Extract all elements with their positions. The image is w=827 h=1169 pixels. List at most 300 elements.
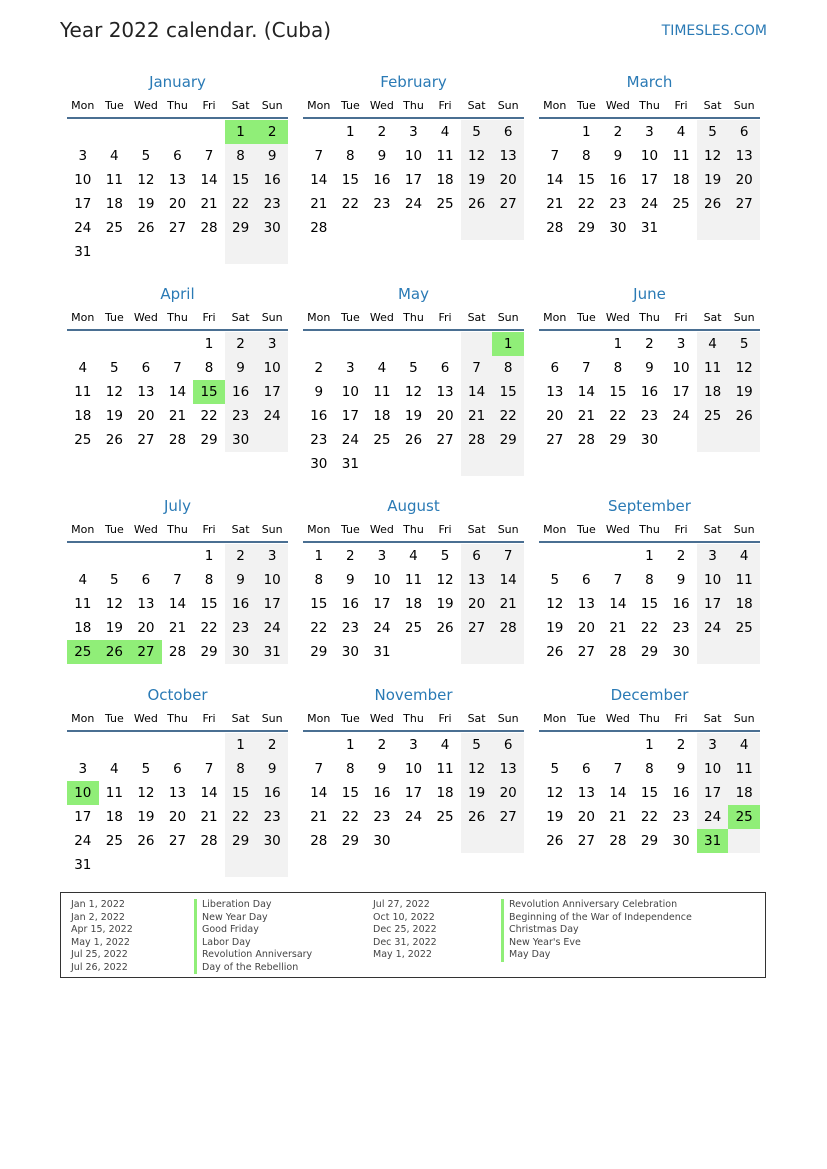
empty-cell (99, 332, 131, 356)
legend-date: Jan 1, 2022 (71, 899, 125, 910)
day-cell: 26 (99, 640, 131, 664)
weekday-label: Fri (202, 523, 216, 536)
day-cell: 26 (461, 192, 493, 216)
month-name: November (374, 686, 453, 704)
day-cell: 11 (436, 761, 454, 777)
day-cell: 5 (440, 548, 450, 564)
month-name: March (626, 73, 673, 91)
day-cell: 8 (225, 144, 257, 168)
day-cell: 24 (256, 404, 288, 428)
day-cell: 6 (141, 360, 151, 376)
day-cell: 31 (74, 244, 92, 260)
day-cell: 17 (404, 172, 423, 188)
weekday-label: Sat (703, 99, 722, 112)
month-name: August (387, 497, 440, 515)
day-cell: 21 (461, 404, 493, 428)
empty-cell (99, 853, 131, 877)
day-cell: 21 (168, 620, 187, 636)
day-cell: 13 (461, 568, 493, 592)
day-cell: 24 (341, 432, 359, 448)
day-cell: 13 (577, 596, 595, 612)
day-cell: 18 (373, 408, 391, 424)
day-cell: 21 (200, 809, 218, 825)
day-cell: 15 (492, 380, 524, 404)
day-cell: 5 (110, 360, 119, 376)
day-cell: 20 (168, 196, 187, 212)
empty-cell (99, 733, 131, 757)
day-cell: 6 (173, 148, 182, 164)
legend-holiday-name: Christmas Day (501, 924, 692, 937)
day-cell: 20 (137, 620, 155, 636)
day-cell: 19 (546, 809, 564, 825)
day-cell: 25 (105, 220, 123, 236)
day-cell: 9 (256, 144, 288, 168)
empty-cell (728, 216, 760, 240)
empty-cell (366, 216, 398, 240)
weekday-label: Mon (71, 311, 95, 324)
day-cell: 29 (200, 432, 218, 448)
day-cell: 27 (492, 192, 524, 216)
day-cell: 3 (676, 336, 686, 352)
legend-holiday-name: Liberation Day (194, 899, 312, 912)
empty-cell (335, 332, 367, 356)
day-cell: 24 (74, 833, 92, 849)
weekday-label: Mon (307, 523, 331, 536)
year-calendar-grid (67, 70, 760, 883)
legend-date: Dec 31, 2022 (373, 936, 437, 948)
day-cell: 29 (200, 644, 218, 660)
day-grid (539, 120, 760, 240)
day-cell: 2 (676, 737, 686, 753)
day-cell: 6 (582, 761, 591, 777)
day-cell: 17 (672, 384, 690, 400)
legend-date: Jan 2, 2022 (71, 911, 125, 923)
day-cell: 2 (225, 544, 257, 568)
day-cell: 11 (672, 148, 690, 164)
day-cell: 1 (346, 124, 355, 140)
day-cell: 1 (645, 548, 654, 564)
day-cell: 23 (609, 196, 627, 212)
day-grid (303, 733, 524, 853)
day-grid (67, 544, 288, 664)
day-cell: 5 (697, 120, 729, 144)
day-cell: 12 (546, 785, 564, 801)
empty-cell (429, 452, 461, 476)
month-december (539, 683, 760, 883)
weekday-label: Mon (71, 712, 95, 725)
day-cell: 5 (141, 148, 151, 164)
empty-cell (539, 332, 571, 356)
empty-cell (130, 120, 162, 144)
day-cell: 4 (728, 544, 760, 568)
day-cell: 23 (256, 805, 288, 829)
day-cell: 20 (168, 809, 187, 825)
day-cell: 8 (314, 572, 324, 588)
day-cell: 2 (346, 548, 355, 564)
day-grid (539, 332, 760, 452)
day-cell: 31 (640, 220, 659, 236)
day-cell: 17 (697, 781, 729, 805)
day-cell: 17 (74, 809, 92, 825)
empty-cell (162, 332, 194, 356)
day-cell: 24 (404, 196, 423, 212)
day-cell: 3 (78, 761, 88, 777)
day-cell: 25 (404, 620, 423, 636)
day-cell: 11 (728, 757, 760, 781)
day-cell: 28 (168, 432, 187, 448)
day-cell: 22 (225, 192, 257, 216)
weekday-label: Tue (340, 712, 360, 725)
day-cell: 1 (204, 548, 214, 564)
legend-date: Jul 25, 2022 (71, 949, 128, 960)
day-cell: 14 (577, 384, 595, 400)
day-cell: 6 (492, 120, 524, 144)
legend-names-col-2 (501, 899, 692, 962)
empty-cell (728, 640, 760, 664)
day-cell: 4 (409, 548, 418, 564)
site-link[interactable]: TIMESLES.COM (661, 23, 767, 39)
weekday-label: Mon (307, 99, 331, 112)
day-cell: 29 (310, 644, 328, 660)
legend-date: May 1, 2022 (373, 949, 432, 960)
weekday-header (303, 94, 524, 119)
day-cell: 14 (609, 596, 627, 612)
day-cell: 18 (728, 592, 760, 616)
day-cell: 18 (74, 620, 92, 636)
weekday-label: Sat (467, 712, 486, 725)
day-cell: 16 (256, 168, 288, 192)
day-cell: 13 (546, 384, 564, 400)
weekday-label: Fri (438, 99, 452, 112)
day-cell: 5 (141, 761, 151, 777)
day-cell: 27 (436, 432, 454, 448)
empty-cell (335, 216, 367, 240)
day-cell: 21 (310, 196, 328, 212)
empty-cell (571, 544, 603, 568)
day-cell: 10 (672, 360, 690, 376)
day-cell: 27 (461, 616, 493, 640)
empty-cell (539, 120, 571, 144)
day-cell: 21 (577, 408, 595, 424)
day-cell: 28 (609, 833, 627, 849)
month-june (539, 282, 760, 494)
day-cell: 22 (640, 620, 659, 636)
day-cell: 2 (256, 120, 288, 144)
day-cell: 15 (577, 172, 595, 188)
day-cell: 8 (346, 148, 355, 164)
month-february (303, 70, 524, 282)
weekday-label: Thu (167, 99, 188, 112)
day-cell: 28 (577, 432, 595, 448)
weekday-label: Tue (576, 311, 596, 324)
day-cell: 26 (728, 404, 760, 428)
day-cell: 15 (193, 380, 225, 404)
day-cell: 18 (672, 172, 690, 188)
month-name: October (147, 686, 208, 704)
empty-cell (398, 216, 430, 240)
weekday-label: Mon (543, 523, 567, 536)
empty-cell (539, 544, 571, 568)
day-cell: 18 (105, 809, 123, 825)
day-cell: 29 (640, 644, 659, 660)
day-cell: 7 (204, 761, 214, 777)
day-cell: 6 (728, 120, 760, 144)
day-cell: 16 (609, 172, 627, 188)
day-cell: 15 (640, 785, 659, 801)
empty-cell (303, 733, 335, 757)
empty-cell (461, 332, 493, 356)
legend-holiday-name: New Year's Eve (501, 937, 692, 950)
empty-cell (429, 216, 461, 240)
day-cell: 14 (200, 172, 218, 188)
day-cell: 26 (546, 833, 564, 849)
day-cell: 3 (346, 360, 355, 376)
day-cell: 25 (373, 432, 391, 448)
month-name: September (608, 497, 691, 515)
weekday-label: Wed (605, 712, 630, 725)
weekday-label: Fri (674, 311, 688, 324)
day-cell: 15 (640, 596, 659, 612)
day-cell: 13 (168, 785, 187, 801)
day-cell: 23 (373, 196, 391, 212)
day-cell: 9 (225, 568, 257, 592)
day-cell: 26 (546, 644, 564, 660)
day-cell: 27 (137, 432, 155, 448)
day-cell: 2 (314, 360, 324, 376)
empty-cell (130, 853, 162, 877)
month-name: December (610, 686, 689, 704)
day-cell: 12 (105, 384, 123, 400)
weekday-label: Tue (576, 712, 596, 725)
weekday-label: Thu (403, 712, 424, 725)
empty-cell (461, 452, 493, 476)
day-cell: 19 (436, 596, 454, 612)
day-cell: 14 (168, 596, 187, 612)
day-cell: 30 (672, 644, 690, 660)
day-cell: 15 (225, 781, 257, 805)
day-cell: 25 (74, 432, 92, 448)
empty-cell (492, 216, 524, 240)
weekday-label: Sat (703, 311, 722, 324)
weekday-label: Sat (231, 311, 250, 324)
day-cell: 19 (105, 620, 123, 636)
day-cell: 4 (440, 737, 450, 753)
day-cell: 22 (640, 809, 659, 825)
day-cell: 12 (461, 144, 493, 168)
legend-date: Oct 10, 2022 (373, 911, 435, 923)
month-march (539, 70, 760, 282)
empty-cell (303, 332, 335, 356)
weekday-label: Tue (576, 99, 596, 112)
weekday-label: Tue (104, 523, 124, 536)
legend-holiday-name: New Year Day (194, 912, 312, 925)
day-cell: 27 (492, 805, 524, 829)
empty-cell (162, 120, 194, 144)
day-cell: 13 (577, 785, 595, 801)
day-cell: 2 (613, 124, 623, 140)
day-cell: 14 (461, 380, 493, 404)
empty-cell (429, 332, 461, 356)
day-cell: 16 (672, 596, 690, 612)
day-cell: 22 (609, 408, 627, 424)
empty-cell (193, 733, 225, 757)
day-cell: 3 (409, 737, 418, 753)
day-cell: 30 (341, 644, 359, 660)
day-cell: 9 (645, 360, 654, 376)
day-cell: 11 (404, 572, 423, 588)
day-cell: 13 (436, 384, 454, 400)
day-cell: 2 (377, 124, 387, 140)
month-name: February (380, 73, 447, 91)
day-cell: 19 (461, 168, 493, 192)
day-cell: 7 (550, 148, 560, 164)
weekday-label: Sun (733, 523, 755, 536)
day-cell: 28 (200, 833, 218, 849)
day-cell: 1 (314, 548, 324, 564)
day-cell: 15 (200, 596, 218, 612)
day-cell: 26 (697, 192, 729, 216)
empty-cell (67, 332, 99, 356)
empty-cell (492, 452, 524, 476)
day-cell: 18 (74, 408, 92, 424)
weekday-header (303, 518, 524, 543)
day-grid (539, 733, 760, 853)
empty-cell (193, 120, 225, 144)
day-cell: 25 (105, 833, 123, 849)
empty-cell (99, 544, 131, 568)
day-cell: 26 (137, 220, 155, 236)
empty-cell (256, 240, 288, 264)
day-cell: 22 (310, 620, 328, 636)
day-cell: 24 (697, 805, 729, 829)
day-cell: 19 (697, 168, 729, 192)
day-cell: 16 (310, 408, 328, 424)
legend-holiday-name: Labor Day (194, 937, 312, 950)
day-cell: 19 (404, 408, 423, 424)
day-cell: 24 (697, 616, 729, 640)
day-cell: 20 (492, 168, 524, 192)
day-cell: 21 (492, 592, 524, 616)
weekday-label: Fri (438, 311, 452, 324)
day-cell: 10 (640, 148, 659, 164)
day-cell: 20 (461, 592, 493, 616)
empty-cell (225, 240, 257, 264)
day-grid (67, 332, 288, 452)
day-cell: 27 (577, 644, 595, 660)
day-cell: 11 (74, 384, 92, 400)
empty-cell (429, 829, 461, 853)
empty-cell (429, 640, 461, 664)
month-january (67, 70, 288, 282)
day-cell: 18 (404, 596, 423, 612)
weekday-header (539, 707, 760, 732)
day-cell: 1 (645, 737, 654, 753)
day-cell: 17 (74, 196, 92, 212)
day-cell: 28 (461, 428, 493, 452)
empty-cell (697, 640, 729, 664)
weekday-label: Wed (369, 99, 394, 112)
weekday-label: Sat (467, 99, 486, 112)
day-cell: 2 (645, 336, 654, 352)
day-cell: 27 (130, 640, 162, 664)
empty-cell (130, 733, 162, 757)
day-cell: 17 (697, 592, 729, 616)
weekday-label: Wed (133, 311, 158, 324)
weekday-label: Fri (202, 311, 216, 324)
empty-cell (303, 120, 335, 144)
empty-cell (130, 240, 162, 264)
day-cell: 10 (74, 172, 92, 188)
weekday-label: Wed (605, 523, 630, 536)
weekday-label: Tue (340, 523, 360, 536)
empty-cell (398, 829, 430, 853)
day-cell: 31 (256, 640, 288, 664)
day-cell: 8 (645, 761, 654, 777)
empty-cell (571, 733, 603, 757)
day-cell: 21 (609, 620, 627, 636)
day-cell: 12 (546, 596, 564, 612)
empty-cell (461, 640, 493, 664)
day-cell: 21 (310, 809, 328, 825)
legend-holiday-name: Good Friday (194, 924, 312, 937)
day-cell: 19 (461, 781, 493, 805)
day-cell: 28 (200, 220, 218, 236)
day-cell: 29 (640, 833, 659, 849)
weekday-label: Mon (307, 712, 331, 725)
day-cell: 19 (137, 196, 155, 212)
day-cell: 24 (373, 620, 391, 636)
day-cell: 4 (110, 148, 119, 164)
day-cell: 8 (645, 572, 654, 588)
day-cell: 15 (225, 168, 257, 192)
weekday-label: Wed (369, 311, 394, 324)
empty-cell (130, 332, 162, 356)
day-cell: 23 (672, 620, 690, 636)
day-cell: 17 (341, 408, 359, 424)
weekday-label: Mon (71, 99, 95, 112)
day-cell: 5 (550, 572, 560, 588)
day-cell: 7 (461, 356, 493, 380)
day-cell: 11 (105, 785, 123, 801)
day-cell: 1 (204, 336, 214, 352)
day-cell: 3 (645, 124, 654, 140)
day-cell: 9 (676, 761, 686, 777)
day-cell: 5 (728, 332, 760, 356)
legend-dates-col-2 (373, 899, 437, 962)
day-cell: 26 (404, 432, 423, 448)
day-cell: 10 (404, 761, 423, 777)
day-cell: 26 (436, 620, 454, 636)
day-cell: 1 (492, 332, 524, 356)
day-cell: 7 (613, 572, 623, 588)
day-cell: 12 (137, 785, 155, 801)
day-cell: 12 (728, 356, 760, 380)
empty-cell (162, 853, 194, 877)
day-cell: 7 (582, 360, 591, 376)
day-cell: 15 (609, 384, 627, 400)
day-cell: 23 (310, 432, 328, 448)
page-title: Year 2022 calendar. (Cuba) (60, 18, 331, 42)
day-cell: 20 (577, 620, 595, 636)
day-cell: 24 (256, 616, 288, 640)
day-cell: 13 (137, 596, 155, 612)
day-cell: 22 (341, 809, 359, 825)
day-cell: 23 (225, 616, 257, 640)
day-cell: 13 (137, 384, 155, 400)
day-cell: 28 (546, 220, 564, 236)
day-cell: 7 (173, 360, 182, 376)
day-cell: 10 (341, 384, 359, 400)
